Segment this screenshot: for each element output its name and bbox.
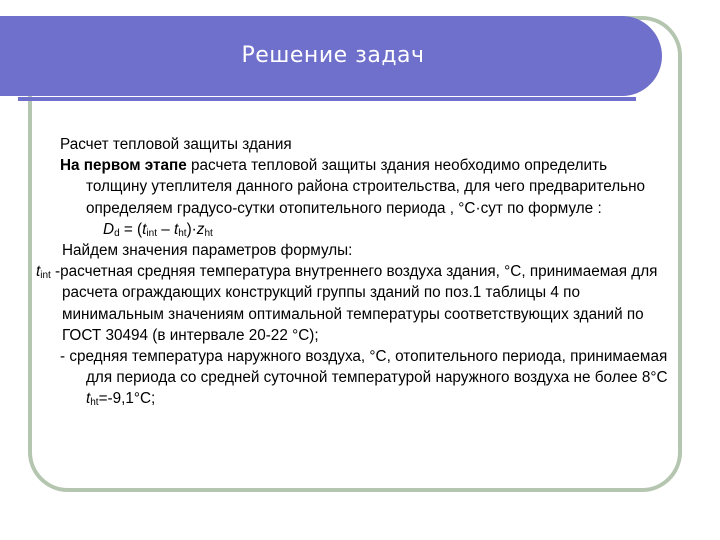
formula-minus: – [156,220,174,238]
formula-t-ht: t [173,220,179,238]
formula-eq: = ( [119,220,143,238]
param-t-int-text: -расчетная средняя температура внутреннего воздуха здания, °С, принимаемая для расчета ограждающих конструкций группы зданий по поз.1 таблицы 4 по минимальным значениям оптимальной температуры соответствующих зданий по ГОСТ 30494 (в интервале 20-22 °С); [50,263,658,344]
formula-t-int: t [142,220,147,238]
title-underline [18,97,636,101]
slide-title: Решение задач [241,43,425,68]
param-t-ht-value: =-9,1°С; [98,390,156,408]
param-t-ht-symbol: t [86,390,91,408]
param-t-ht [60,346,670,410]
first-stage-lead: На первом этапе [60,157,187,175]
formula [60,219,670,240]
formula-d-sub: d [114,227,120,239]
param-t-ht-sub: ht [90,397,99,409]
slide-content [36,134,670,410]
param-t-int [36,261,670,346]
formula-z-sub: ht [204,227,213,239]
formula-z: z [196,220,205,238]
formula-mul: )· [186,220,197,238]
first-stage-text: расчета тепловой защиты здания необходимо определить толщину утеплителя данного района строительства, для чего предварительно определяем градусо-сутки отопительного периода , °С·сут по формуле : [86,157,646,217]
param-t-ht-text: - средняя температура наружного воздуха, °С, отопительного периода, принимаемая для периода со средней суточной температурой наружного воздуха не более 8°С [60,348,668,387]
paragraph-first-stage [60,155,670,219]
formula-d: D [103,220,115,238]
formula-t-ht-sub: ht [178,227,187,239]
formula-t-int-sub: int [146,227,157,239]
param-t-int-symbol: t [36,263,41,281]
section-heading: Расчет тепловой защиты здания [60,136,292,153]
param-t-int-sub: int [40,270,51,282]
params-heading: Найдем значения параметров формулы: [62,242,353,260]
